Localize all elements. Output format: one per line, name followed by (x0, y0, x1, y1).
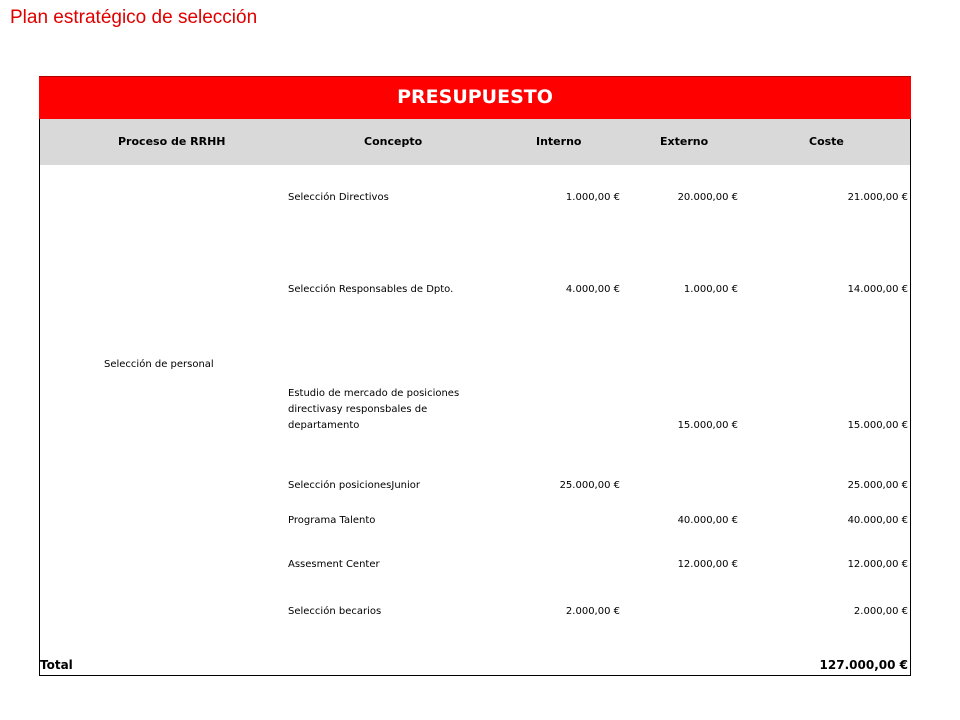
row-interno: 25.000,00 € (559, 480, 620, 491)
row-concepto: Selección Directivos (288, 192, 389, 203)
row-externo: 20.000,00 € (677, 192, 738, 203)
row-coste: 12.000,00 € (847, 559, 908, 570)
header-proceso: Proceso de RRHH (118, 135, 226, 148)
row-coste: 15.000,00 € (847, 420, 908, 431)
row-concepto: Selección Responsables de Dpto. (288, 284, 454, 295)
budget-table (39, 76, 911, 676)
total-value: 127.000,00 € (819, 658, 908, 672)
row-concepto: Selección becarios (288, 606, 382, 617)
header-concepto: Concepto (364, 135, 423, 148)
row-coste: 21.000,00 € (847, 192, 908, 203)
row-externo: 1.000,00 € (683, 284, 738, 295)
row-coste: 2.000,00 € (853, 606, 908, 617)
header-interno: Interno (536, 135, 582, 148)
row-concepto: Programa Talento (288, 515, 376, 526)
table-banner (39, 76, 911, 119)
header-coste: Coste (809, 135, 844, 148)
row-coste: 25.000,00 € (847, 480, 908, 491)
banner-title: PRESUPUESTO (397, 86, 553, 108)
row-coste: 40.000,00 € (847, 515, 908, 526)
row-externo: 15.000,00 € (677, 420, 738, 431)
row-externo: 12.000,00 € (677, 559, 738, 570)
total-label: Total (40, 658, 73, 672)
table-header-row (40, 119, 910, 165)
row-interno: 1.000,00 € (565, 192, 620, 203)
page-title: Plan estratégico de selección (10, 7, 258, 28)
row-concepto: Selección posicionesJunior (288, 480, 421, 491)
row-coste: 14.000,00 € (847, 284, 908, 295)
row-concepto: Estudio de mercado de posiciones directivasy responsbales de departamento (288, 388, 460, 431)
process-label: Selección de personal (104, 359, 214, 370)
row-interno: 2.000,00 € (565, 606, 620, 617)
row-interno: 4.000,00 € (565, 284, 620, 295)
header-externo: Externo (660, 135, 709, 148)
row-externo: 40.000,00 € (677, 515, 738, 526)
row-concepto: Assesment Center (288, 559, 380, 570)
